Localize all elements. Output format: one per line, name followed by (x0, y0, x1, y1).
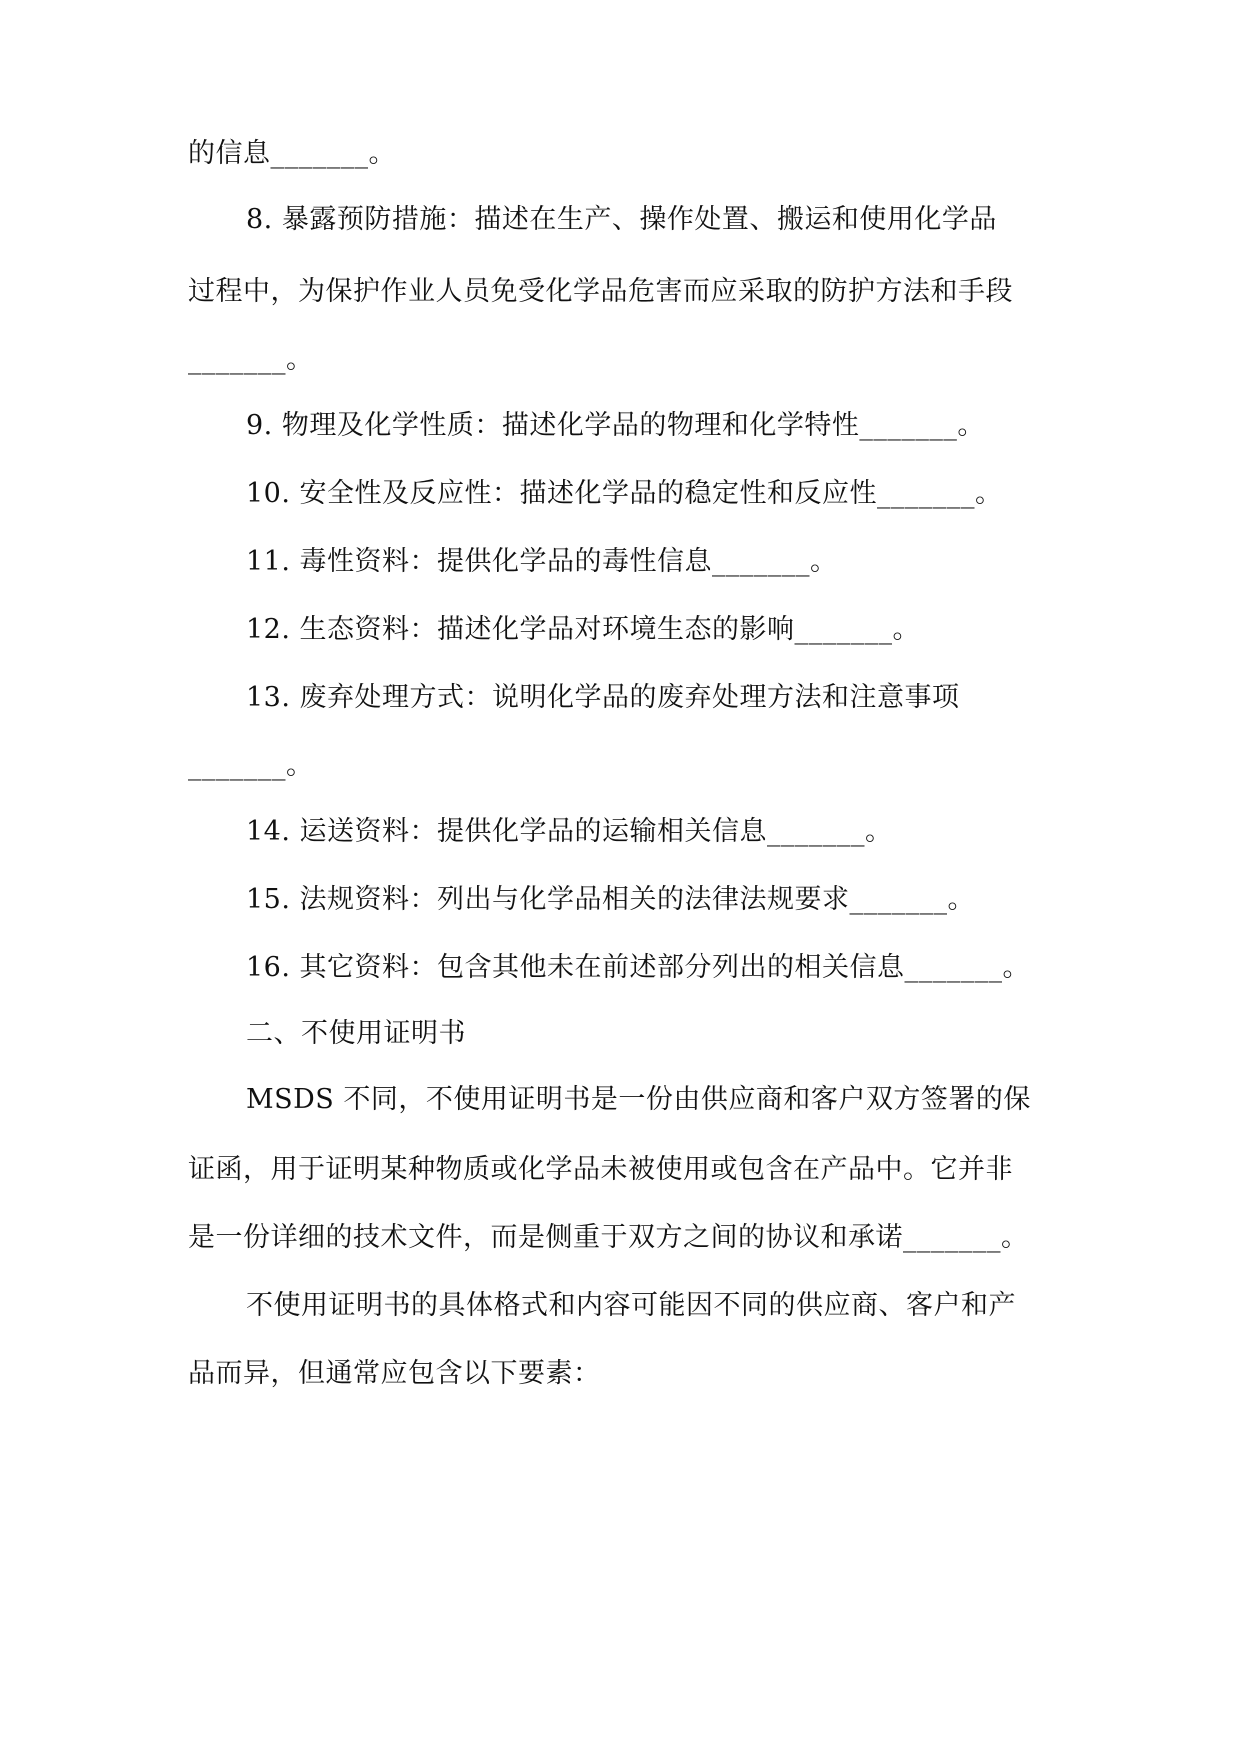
text-line: 16. 其它资料：包含其他未在前述部分列出的相关信息_______。 (246, 952, 1031, 983)
text-line: MSDS 不同，不使用证明书是一份由供应商和客户双方签署的保 (246, 1084, 1031, 1115)
text-line: 8. 暴露预防措施：描述在生产、操作处置、搬运和使用化学品 (246, 204, 997, 235)
text-line: 11. 毒性资料：提供化学品的毒性信息_______。 (246, 546, 838, 577)
text-line: 是一份详细的技术文件，而是侧重于双方之间的协议和承诺_______。 (188, 1222, 1029, 1253)
text-line: _______。 (188, 344, 314, 375)
text-line: 14. 运送资料：提供化学品的运输相关信息_______。 (246, 816, 893, 847)
text-line: 过程中，为保护作业人员免受化学品危害而应采取的防护方法和手段 (188, 276, 1013, 307)
text-line: 9. 物理及化学性质：描述化学品的物理和化学特性_______。 (246, 410, 985, 441)
text-line: 15. 法规资料：列出与化学品相关的法律法规要求_______。 (246, 884, 976, 915)
text-line: 10. 安全性及反应性：描述化学品的稳定性和反应性_______。 (246, 478, 1003, 509)
text-line: 12. 生态资料：描述化学品对环境生态的影响_______。 (246, 614, 921, 645)
section-heading: 二、不使用证明书 (246, 1018, 466, 1049)
text-line: 的信息_______。 (188, 138, 396, 169)
text-line: _______。 (188, 750, 314, 781)
text-line: 品而异，但通常应包含以下要素： (188, 1358, 601, 1389)
text-line: 不使用证明书的具体格式和内容可能因不同的供应商、客户和产 (246, 1290, 1016, 1321)
text-line: 证函，用于证明某种物质或化学品未被使用或包含在产品中。它并非 (188, 1154, 1013, 1185)
text-line: 13. 废弃处理方式：说明化学品的废弃处理方法和注意事项 (246, 682, 960, 713)
